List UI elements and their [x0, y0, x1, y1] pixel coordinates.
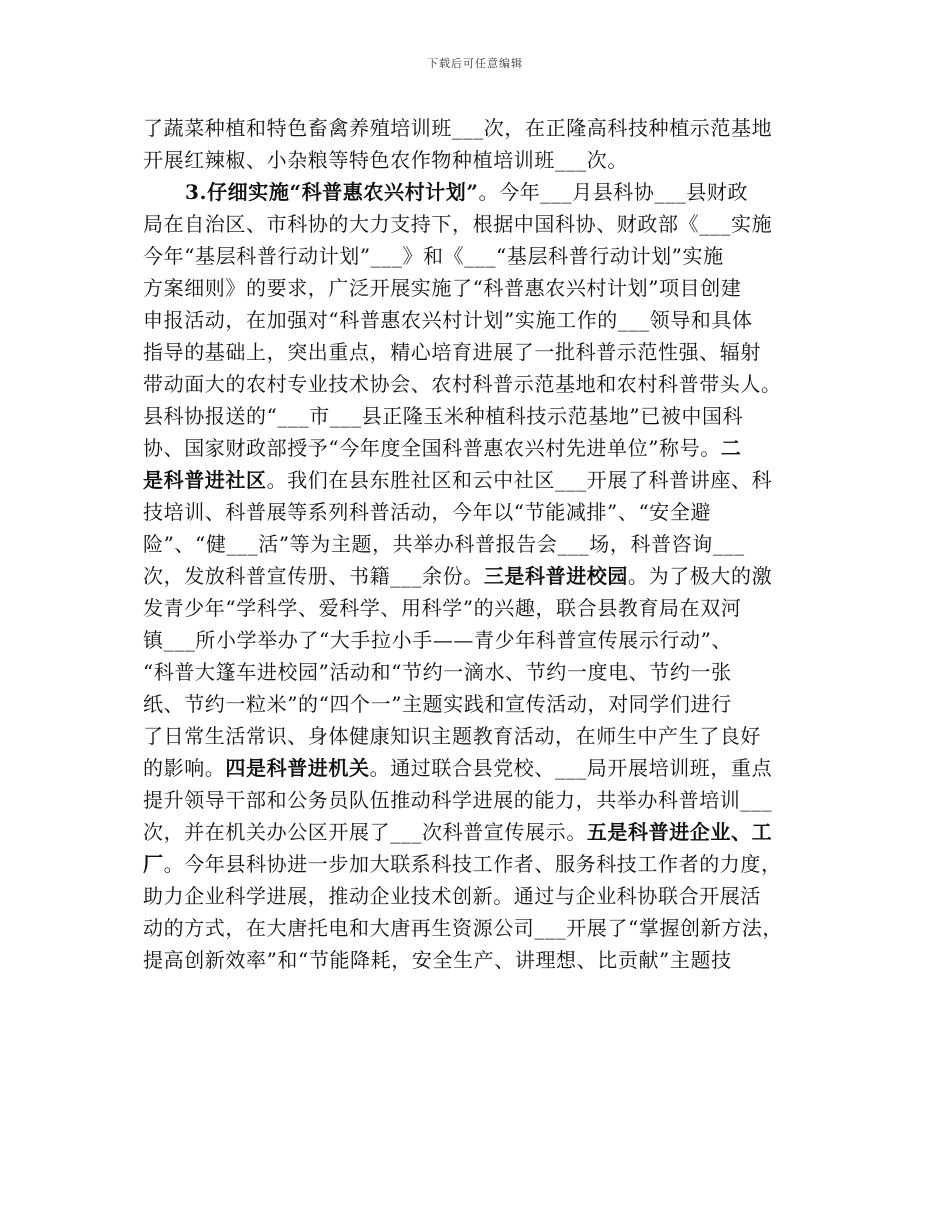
bold-heading-text: 是科普进社区: [143, 468, 267, 492]
body-text: 动的方式，在大唐托电和大唐再生资源公司___开展了“掌握创新方法，: [143, 916, 784, 940]
bold-heading-text: 三是科普进校园: [483, 564, 629, 588]
text-line: [143, 592, 808, 624]
body-text: 指导的基础上，突出重点，精心培育进展了一批科普示范性强、辐射: [143, 340, 761, 364]
text-line: [143, 272, 808, 304]
text-line: [143, 912, 808, 944]
text-line: [143, 752, 808, 784]
body-text: 提高创新效率”和“节能降耗，安全生产、讲理想、比贡献”主题技: [143, 948, 732, 972]
body-text: 。为了极大的激: [628, 564, 773, 588]
text-line: [143, 304, 808, 336]
body-text: 。今年县科协进一步加大联系科技工作者、服务科技工作者的力度，: [163, 852, 782, 876]
text-line: [143, 624, 808, 656]
body-text: 局在自治区、市科协的大力支持下，根据中国科协、财政部《___实施: [143, 212, 773, 236]
body-text: 开展红辣椒、小杂粮等特色农作物种植培训班___次。: [143, 148, 628, 172]
body-text: 纸、节约一粒米”的“四个一”主题实践和宣传活动，对同学们进行: [143, 692, 732, 716]
body-text: 险”、“健___活”等为主题，共举办科普报告会___场，科普咨询___: [143, 532, 745, 556]
bold-heading-text: 四是科普进机关: [225, 756, 370, 780]
body-text: “科普大篷车进校园”活动和“节约一滴水、节约一度电、节约一张: [143, 660, 732, 684]
text-line: [143, 880, 808, 912]
body-text: 。我们在县东胜社区和云中社区___开展了科普讲座、科: [266, 468, 773, 492]
body-text: 镇___所小学举办了“大手拉小手——青少年科普宣传展示行动”、: [143, 628, 733, 652]
body-text: 县科协报送的“___市___县正隆玉米种植科技示范基地”已被中国科: [143, 404, 744, 428]
text-line: [143, 496, 808, 528]
text-line: [143, 784, 808, 816]
body-text: 方案细则》的要求，广泛开展实施了“科普惠农兴村计划”项目创建: [143, 276, 742, 300]
bold-heading-text: 3.仔细实施“科普惠农兴村计划”: [185, 180, 479, 204]
body-text: 带动面大的农村专业技术协会、农村科普示范基地和农村科普带头人。: [143, 372, 782, 396]
bold-heading-text: 五是科普进企业、工: [586, 820, 773, 844]
text-line: [143, 528, 808, 560]
bold-heading-text: 二: [720, 436, 742, 460]
page-header: 下载后可任意编辑: [427, 57, 523, 70]
body-text: 次，发放科普宣传册、书籍___余份。: [143, 564, 484, 588]
bold-heading-text: 厂: [143, 852, 164, 876]
body-text: 今年“基层科普行动计划”___》和《___“基层科普行动计划”实施: [143, 244, 724, 268]
text-line: [143, 112, 808, 144]
text-line: [143, 240, 808, 272]
body-text: 申报活动，在加强对“科普惠农兴村计划”实施工作的___领导和具体: [143, 308, 753, 332]
text-line: [143, 560, 808, 592]
body-text: 技培训、科普展等系列科普活动，今年以“节能减排”、“安全避: [143, 500, 712, 524]
body-text: 协、国家财政部授予“今年度全国科普惠农兴村先进单位”称号。: [143, 436, 721, 460]
text-line: [143, 816, 808, 848]
body-text: 。今年___月县科协___县财政: [478, 180, 749, 204]
body-text: 发青少年“学科学、爱科学、用科学”的兴趣，联合县教育局在双河: [143, 596, 742, 620]
text-line: [143, 944, 808, 976]
text-line: [143, 144, 808, 176]
text-line: [143, 368, 808, 400]
text-line: [143, 464, 808, 496]
text-line: [143, 432, 808, 464]
text-line: [143, 688, 808, 720]
text-line: [143, 208, 808, 240]
text-line: [143, 336, 808, 368]
document-body: [143, 112, 808, 976]
body-text: 次，并在机关办公区开展了___次科普宣传展示。: [143, 820, 587, 844]
body-text: 了蔬菜种植和特色畜禽养殖培训班___次，在正隆高科技种植示范基地: [143, 116, 773, 140]
body-text: 提升领导干部和公务员队伍推动科学进展的能力，共举办科普培训___: [143, 788, 773, 812]
text-line: [143, 720, 808, 752]
body-text: 。通过联合县党校、___局开展培训班，重点: [369, 756, 773, 780]
text-line: [143, 176, 808, 208]
text-line: [143, 656, 808, 688]
body-text: 的影响。: [143, 756, 226, 780]
body-text: 了日常生活常识、身体健康知识主题教育活动，在师生中产生了良好: [143, 724, 761, 748]
text-line: [143, 400, 808, 432]
body-text: 助力企业科学进展，推动企业技术创新。通过与企业科协联合开展活: [143, 884, 761, 908]
text-line: [143, 848, 808, 880]
